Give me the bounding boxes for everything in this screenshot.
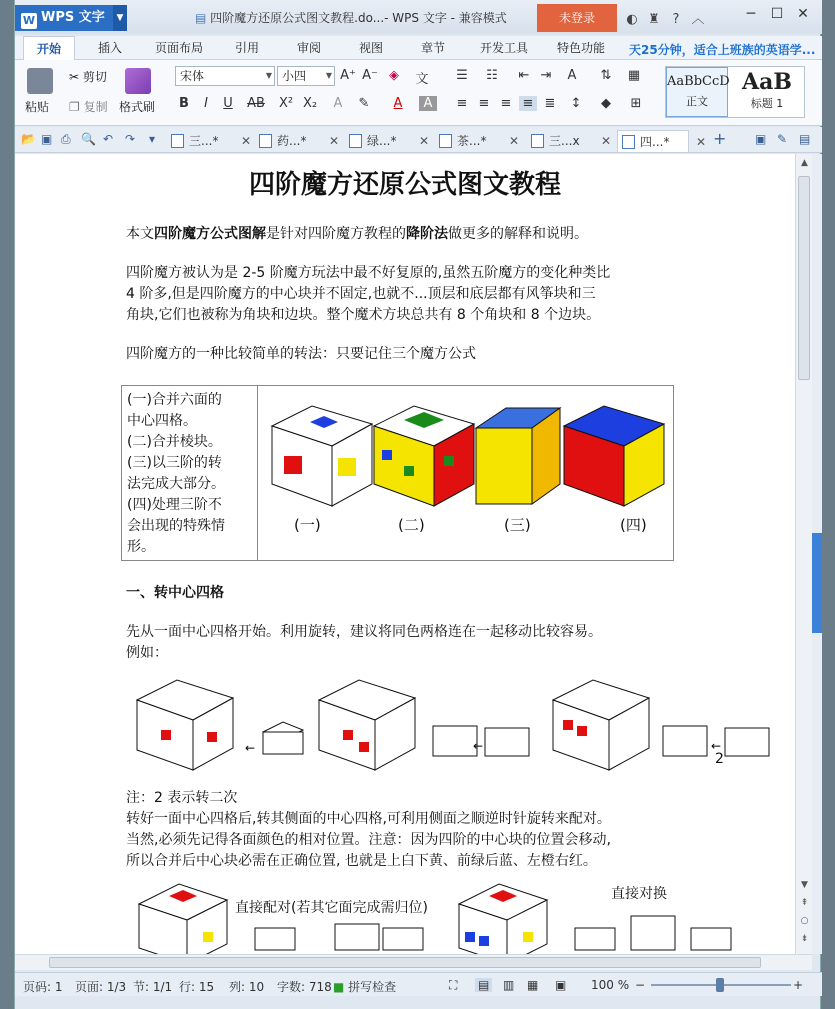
doc-tab[interactable]: 三...* ✕: [167, 130, 233, 152]
prev-page-icon[interactable]: ⇞: [800, 898, 809, 908]
cube-caption: (三): [504, 516, 531, 534]
status-col: 列: 10: [229, 980, 265, 994]
tab-insert[interactable]: 插入: [97, 41, 122, 55]
side-panel-toggle[interactable]: [812, 533, 822, 633]
cube-2-image: [374, 406, 474, 506]
ribbon: [15, 60, 822, 126]
app-menu-dropdown-icon[interactable]: ▼: [113, 5, 127, 31]
title-bar: [15, 0, 822, 34]
align-left-icon[interactable]: ≡: [456, 96, 468, 111]
collapse-icon[interactable]: ︿: [691, 12, 705, 27]
paragraph-line: 例如：: [126, 645, 168, 661]
login-button[interactable]: 未登录: [537, 4, 617, 32]
figure-label: 2: [715, 751, 724, 767]
scissors-icon: ✂: [69, 70, 83, 84]
cube-steps-table: [121, 385, 674, 561]
document-icon: ▤: [195, 11, 211, 25]
preview-icon[interactable]: 🔍: [81, 132, 96, 146]
paragraph-line: 先从一面中心四格开始。利用旋转，建议将同色两格连在一起移动比较容易。: [126, 624, 602, 640]
format-painter-icon[interactable]: [125, 68, 151, 94]
cube-steps-image: [262, 386, 672, 560]
tab-special[interactable]: 特色功能: [556, 41, 605, 55]
help-icon[interactable]: ?: [672, 12, 680, 27]
indent-icon[interactable]: ⇥: [540, 68, 552, 83]
app-menu-button[interactable]: W WPS 文字 ▼: [15, 5, 127, 31]
align-center-icon[interactable]: ≡: [478, 96, 490, 111]
text-effect-icon[interactable]: A: [333, 96, 343, 111]
check-icon: ■: [333, 980, 345, 994]
section-heading: 一、转中心四格: [126, 585, 224, 601]
figure-label: 直接对换: [611, 886, 667, 902]
reading-view-icon[interactable]: ▣: [555, 978, 567, 992]
promo-link[interactable]: 天25分钟，适合上班族的英语学...: [629, 43, 816, 57]
shirt-icon[interactable]: ♜: [648, 12, 660, 27]
scroll-down-icon[interactable]: ▼: [801, 880, 808, 890]
intro-paragraph: 本文四阶魔方公式图解是针对四阶魔方教程的降阶法做更多的解释和说明。: [126, 226, 588, 242]
sort-icon[interactable]: ⇅: [600, 68, 612, 83]
cube-3-image: [476, 408, 560, 504]
cut-button[interactable]: ✂ 剪切: [69, 70, 107, 84]
table-icon[interactable]: ▦: [627, 68, 641, 83]
paste-button[interactable]: 粘贴: [25, 100, 50, 114]
doc-tab[interactable]: 茶...* ✕: [435, 130, 501, 152]
shading-icon[interactable]: ◆: [601, 96, 611, 111]
tab-view[interactable]: 视图: [358, 41, 383, 55]
clear-format-icon[interactable]: ◈: [389, 68, 399, 83]
quick-access-dropdown-icon[interactable]: ▾: [149, 132, 156, 146]
page-view-icon[interactable]: ▤: [475, 978, 492, 992]
rotation-cube-3: [553, 680, 649, 770]
steps-text-cell: (一)合并六面的 中心四格。 (二)合并棱块。 (三)以三阶的转 法完成大部分。 (四)处理三阶不 会出现的特殊情 形。: [122, 386, 258, 560]
wps-logo-icon: W: [22, 14, 36, 27]
cube-caption: (二): [398, 516, 425, 534]
window-controls: [738, 6, 816, 22]
pairing-cube-2: [459, 884, 547, 954]
rotation-cube-2: [319, 680, 415, 770]
select-browse-icon[interactable]: ○: [800, 916, 809, 926]
paragraph-line: 注：2 表示转二次: [126, 790, 238, 806]
font-size-select[interactable]: 小四 ▼: [277, 66, 335, 86]
zoom-out-icon[interactable]: −: [635, 978, 646, 992]
undo-icon[interactable]: ↶: [103, 132, 114, 146]
menu-bar: [15, 36, 822, 60]
grow-font-icon[interactable]: A⁺: [340, 68, 356, 83]
style-normal[interactable]: AaBbCcD 正文: [666, 67, 728, 117]
paragraph-line: 四阶魔方被认为是 2-5 阶魔方玩法中最不好复原的,虽然五阶魔方的变化种类比: [126, 265, 611, 281]
doc-tab[interactable]: 三...x ✕: [527, 130, 593, 152]
cube-caption: (一): [294, 516, 321, 534]
cube-4-image: [564, 406, 664, 506]
web-view-icon[interactable]: ▦: [527, 978, 539, 992]
document-title: 四阶魔方还原公式图文教程: [248, 170, 561, 200]
open-icon[interactable]: 📂: [21, 132, 36, 146]
window-title: ▤ 四阶魔方还原公式图文教程.do...- WPS 文字 - 兼容模式: [195, 11, 507, 25]
status-words: 字数: 718: [277, 980, 332, 994]
tab-tool-1-icon[interactable]: ▣: [755, 132, 767, 146]
doc-tab-icon: [439, 134, 452, 148]
doc-tab-icon: [259, 134, 272, 148]
strikethrough-icon[interactable]: AB: [247, 96, 265, 111]
doc-tab-icon: [349, 134, 362, 148]
font-color-icon[interactable]: A: [393, 96, 403, 111]
highlight-icon[interactable]: ✎: [358, 96, 370, 111]
status-page: 页码: 1: [23, 980, 63, 994]
font-name-select[interactable]: 宋体 ▼: [175, 66, 275, 86]
borders-icon[interactable]: ⊞: [630, 96, 642, 111]
status-bar: [15, 972, 822, 996]
figure-label: 直接配对(若其它面完成需归位): [235, 900, 428, 916]
tab-developer[interactable]: 开发工具: [479, 41, 528, 55]
numbering-icon[interactable]: ☷: [486, 68, 498, 83]
change-case-icon[interactable]: A: [567, 68, 577, 83]
tab-review[interactable]: 审阅: [296, 41, 321, 55]
document-tabs-bar: [15, 127, 822, 153]
center-rotation-figure: [133, 676, 793, 776]
full-screen-icon[interactable]: ⛶: [449, 978, 458, 992]
spell-check-toggle[interactable]: ■ 拼写检查: [333, 980, 397, 994]
new-tab-icon[interactable]: +: [713, 129, 727, 148]
horizontal-scrollbar[interactable]: [15, 954, 812, 970]
subscript-icon[interactable]: X₂: [302, 96, 318, 111]
small-move-2: [433, 726, 529, 756]
title-icons: [621, 8, 709, 27]
phonetic-icon[interactable]: 文: [415, 72, 429, 87]
svg-text:←: ←: [711, 739, 722, 753]
tab-chapter[interactable]: 章节: [420, 41, 445, 55]
style-heading-1[interactable]: AaB 标题 1: [742, 69, 792, 110]
doc-tab-active[interactable]: 四...* ✕: [617, 130, 689, 152]
scroll-up-icon[interactable]: ▲: [801, 158, 808, 168]
chevron-down-icon: ▼: [325, 71, 332, 80]
close-tab-icon[interactable]: ✕: [240, 134, 251, 148]
close-tab-icon[interactable]: ✕: [695, 135, 706, 149]
char-shading-icon[interactable]: A: [419, 96, 437, 111]
underline-icon[interactable]: U: [223, 96, 233, 111]
vertical-scroll-thumb[interactable]: [798, 176, 810, 380]
svg-text:←: ←: [245, 741, 256, 755]
tab-tool-3-icon[interactable]: ▤: [799, 132, 811, 146]
paragraph-line: 所以合并后中心块必需在正确位置, 也就是上白下黄、前绿后蓝、左橙右红。: [126, 853, 597, 869]
zoom-in-icon[interactable]: +: [793, 978, 804, 992]
tab-home[interactable]: 开始: [23, 36, 75, 60]
superscript-icon[interactable]: X²: [278, 96, 294, 111]
paragraph-line: 四阶魔方的一种比较简单的转法：只要记住三个魔方公式: [126, 346, 476, 362]
rotation-cube-1: [137, 680, 233, 770]
italic-icon[interactable]: I: [204, 96, 208, 111]
paragraph-line: 4 阶多,但是四阶魔方的中心块并不固定,也就不...顶层和底层都有风筝块和三: [126, 286, 596, 302]
tab-tool-2-icon[interactable]: ✎: [777, 132, 788, 146]
small-move-1: [245, 722, 303, 755]
cube-1-image: [272, 406, 372, 506]
bold-icon[interactable]: B: [179, 96, 189, 111]
format-painter-button[interactable]: 格式刷: [119, 100, 156, 114]
justify-icon[interactable]: ≡: [519, 96, 537, 111]
outline-view-icon[interactable]: ▥: [503, 978, 515, 992]
line-spacing-icon[interactable]: ↕: [570, 96, 582, 111]
pairing-cube-1: [139, 884, 227, 954]
doc-tab-icon: [531, 134, 544, 148]
paste-icon[interactable]: [27, 68, 53, 94]
maximize-icon[interactable]: ☐: [770, 6, 784, 22]
wps-window: [14, 0, 821, 1009]
save-icon[interactable]: ▣: [41, 132, 53, 146]
vertical-scrollbar[interactable]: [795, 154, 812, 954]
redo-icon[interactable]: ↷: [125, 132, 136, 146]
close-tab-icon[interactable]: ✕: [328, 134, 339, 148]
copy-button[interactable]: ❐ 复制: [69, 100, 108, 114]
zoom-level[interactable]: 100 %: [591, 978, 630, 992]
close-tab-icon[interactable]: ✕: [600, 134, 611, 148]
minimize-icon[interactable]: ─: [746, 6, 756, 22]
doc-tab[interactable]: 绿...* ✕: [345, 130, 411, 152]
status-section: 节: 1/1: [133, 980, 173, 994]
status-pages: 页面: 1/3: [75, 980, 127, 994]
doc-tab-icon: [171, 134, 184, 148]
cube-caption: (四): [620, 516, 647, 534]
close-tab-icon[interactable]: ✕: [508, 134, 519, 148]
skin-icon[interactable]: ◐: [626, 12, 638, 27]
doc-tab-icon: [622, 135, 635, 149]
pairing-figure: [135, 880, 795, 954]
svg-text:←: ←: [473, 739, 484, 753]
horizontal-scroll-thumb[interactable]: [49, 957, 761, 968]
distribute-icon[interactable]: ≣: [544, 96, 556, 111]
document-page[interactable]: [15, 154, 795, 954]
next-page-icon[interactable]: ⇟: [800, 934, 809, 944]
align-right-icon[interactable]: ≡: [500, 96, 512, 111]
copy-icon: ❐: [69, 100, 84, 114]
tab-page-layout[interactable]: 页面布局: [154, 41, 203, 55]
status-row: 行: 15: [179, 980, 215, 994]
paragraph-line: 转好一面中心四格后,转其侧面的中心四格,可利用侧面之顺逆时针旋转来配对。: [126, 811, 611, 827]
shrink-font-icon[interactable]: A⁻: [362, 68, 378, 83]
close-tab-icon[interactable]: ✕: [418, 134, 429, 148]
close-icon[interactable]: ✕: [797, 6, 809, 22]
outdent-icon[interactable]: ⇤: [518, 68, 530, 83]
print-icon[interactable]: ⎙: [61, 132, 71, 146]
style-gallery: [665, 66, 805, 118]
doc-tab[interactable]: 药...* ✕: [255, 130, 321, 152]
tab-references[interactable]: 引用: [234, 41, 259, 55]
paragraph-line: 当然,必须先记得各面颜色的相对位置。注意：因为四阶的中心块的位置会移动,: [126, 832, 611, 848]
chevron-down-icon: ▼: [265, 71, 272, 80]
paragraph-line: 角块,它们也被称为角块和边块。整个魔术方块总共有 8 个角块和 8 个边块。: [126, 307, 601, 323]
bullets-icon[interactable]: ☰: [456, 68, 468, 83]
zoom-slider-thumb[interactable]: [716, 978, 724, 992]
